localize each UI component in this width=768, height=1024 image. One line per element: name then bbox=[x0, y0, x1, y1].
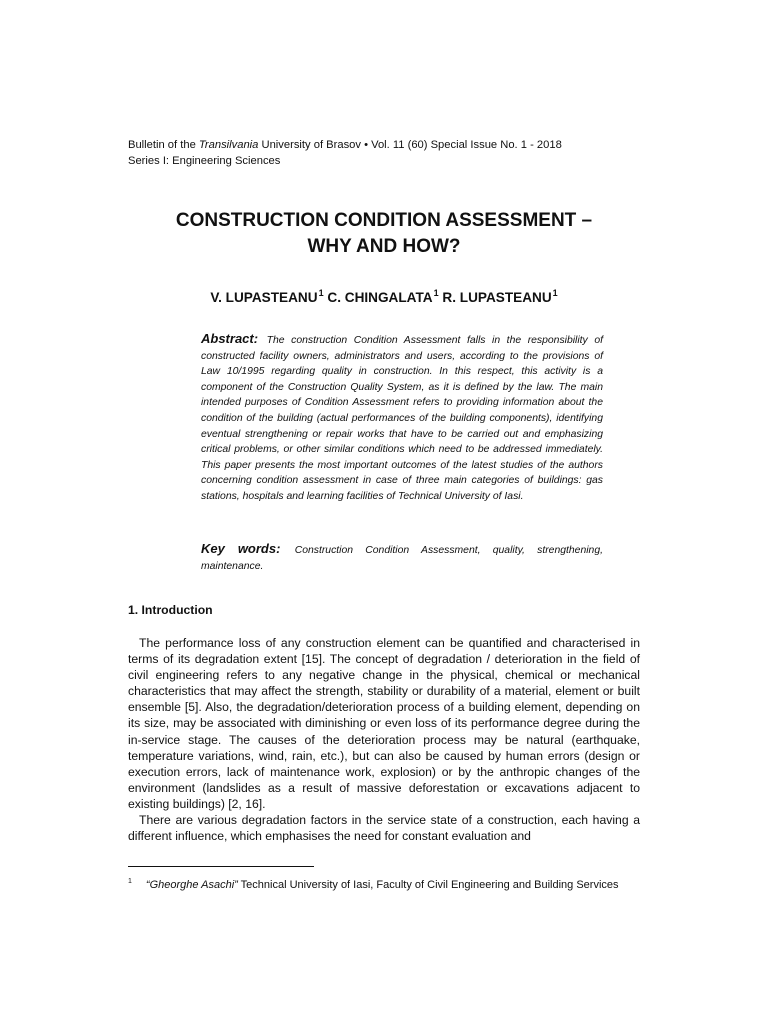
section-heading: 1. Introduction bbox=[128, 603, 213, 617]
abstract-label: Abstract: bbox=[201, 331, 259, 346]
footnote-institution: “Gheorghe Asachi” bbox=[145, 879, 238, 891]
paragraph: There are various degradation factors in the service state of a construction, each having a different influence, which emphasises the need for constant evaluation and bbox=[128, 813, 640, 844]
author-name: V. LUPASTEANU bbox=[210, 290, 318, 305]
keywords bbox=[201, 541, 603, 574]
journal-header bbox=[128, 138, 648, 169]
footnote-text: Technical University of Iasi, Faculty of Civil Engineering and Building Services bbox=[237, 879, 619, 891]
footnote-divider bbox=[128, 866, 314, 867]
author-affiliation-mark: 1 bbox=[433, 288, 439, 298]
author-affiliation-mark: 1 bbox=[552, 288, 558, 298]
paper-title bbox=[128, 208, 640, 260]
author-affiliation-mark: 1 bbox=[318, 288, 324, 298]
author-list bbox=[128, 288, 640, 305]
title-line-2: WHY AND HOW? bbox=[307, 236, 461, 257]
abstract bbox=[201, 331, 603, 505]
journal-header-line1: Bulletin of the Transilvania University of Brasov • Vol. 11 (60) Special Issue No. 1 - 2018 bbox=[128, 139, 562, 151]
author-name: C. CHINGALATA bbox=[327, 290, 433, 305]
keywords-text: Construction Condition Assessment, quality, strengthening, maintenance. bbox=[201, 545, 603, 572]
author-name: R. LUPASTEANU bbox=[442, 290, 552, 305]
keywords-label: Key words: bbox=[201, 541, 281, 556]
title-line-1: CONSTRUCTION CONDITION ASSESSMENT – bbox=[175, 210, 593, 231]
footnote-mark: 1 bbox=[128, 878, 132, 885]
abstract-text: The construction Condition Assessment falls in the responsibility of constructed facility owners, administrators and users, according to the provisions of Law 10/1995 regarding quality in construction. In this respect, this activity is a component of the Construction Quality System, as it is defined by the law. The main intended purposes of Condition Assessment refers to providing information about the condition of the building (actual performances of the building components), identifying eventual strengthening or repair works that have to be carried out and emphasizing critical problems, or other similar conditions which need to be addressed immediately. This paper presents the most important outcomes of the latest studies of the authors concerning condition assessment in case of three main categories of buildings: gas stations, hospitals and learning facilities of Technical University of Iasi. bbox=[201, 335, 603, 502]
journal-series-line: Series I: Engineering Sciences bbox=[128, 154, 281, 167]
body-text bbox=[128, 635, 640, 844]
paragraph: The performance loss of any construction element can be quantified and characterised in terms of its degradation extent [15]. The concept of degradation / deterioration in the field of civil engineering refers to any negative change in the physical, chemical or mechanical characteristics that may affect the strength, stability or durability of a material, element or built ensemble [5]. Also, the degradation/deterioration process of a building element, depending on its size, may be associated with diminishing or even loss of its performance degree during the in-service stage. The causes of the deterioration process may be natural (earthquake, temperature variations, wind, rain, etc.), but can also be caused by human errors (design or execution errors, lack of maintenance work, explosion) or by the anthropic changes of the environment (landslides as a result of massive deforestation or excavations adjacent to existing buildings) [2, 16]. bbox=[128, 636, 640, 811]
footnote bbox=[128, 874, 640, 894]
